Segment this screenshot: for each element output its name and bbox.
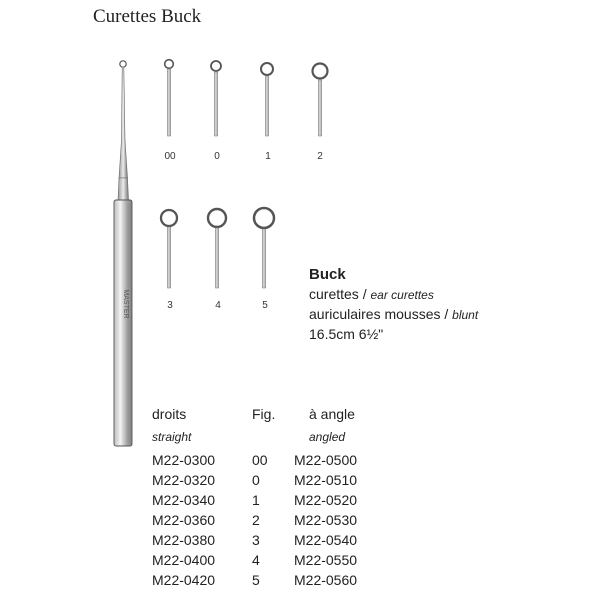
product-name: Buck — [309, 266, 346, 283]
subheader-straight: straight — [152, 430, 192, 444]
separator: / — [444, 306, 449, 322]
angled-code: M22-0500 — [294, 452, 358, 468]
curette-tip-3 — [161, 210, 177, 288]
straight-code: M22-0300 — [152, 452, 216, 468]
fig-number: 4 — [252, 552, 260, 568]
straight-code: M22-0400 — [152, 552, 216, 568]
fig-label-0: 0 — [214, 151, 220, 162]
straight-code: M22-0340 — [152, 492, 216, 508]
curette-tip-5 — [254, 208, 274, 288]
angled-code: M22-0520 — [294, 492, 358, 508]
product-tip-fr: auriculaires mousses — [309, 306, 441, 322]
fig-label-1: 1 — [265, 151, 271, 162]
page-title: Curettes Buck — [93, 6, 202, 27]
product-type-en: ear curettes — [370, 288, 434, 302]
straight-code: M22-0320 — [152, 472, 216, 488]
header-straight: droits — [152, 406, 187, 422]
curette-tip-1 — [261, 63, 273, 136]
fig-number: 3 — [252, 532, 260, 548]
angled-code: M22-0530 — [294, 512, 358, 528]
header-fig: Fig. — [252, 406, 276, 422]
fig-number: 0 — [252, 472, 260, 488]
subheader-angled: angled — [309, 430, 346, 444]
fig-number: 1 — [252, 492, 260, 508]
angled-code: M22-0540 — [294, 532, 358, 548]
full-curette-drawing — [114, 61, 132, 446]
fig-number: 00 — [252, 452, 268, 468]
separator: / — [362, 286, 367, 302]
fig-number: 5 — [252, 572, 260, 588]
product-size: 16.5cm 6½" — [309, 326, 384, 342]
curette-tip-4 — [208, 209, 226, 288]
angled-code: M22-0510 — [294, 472, 358, 488]
angled-code: M22-0550 — [294, 552, 358, 568]
fig-number: 2 — [252, 512, 260, 528]
product-type-fr: curettes — [309, 286, 359, 302]
product-description — [309, 265, 478, 344]
angled-code: M22-0560 — [294, 572, 358, 588]
fig-label-5: 5 — [262, 300, 268, 311]
straight-code: M22-0420 — [152, 572, 216, 588]
fig-label-00: 00 — [164, 151, 176, 162]
straight-code: M22-0380 — [152, 532, 216, 548]
product-tip-en: blunt — [452, 308, 479, 322]
curette-tip-0 — [211, 61, 221, 136]
handle-engraving: MASTER — [122, 289, 129, 319]
fig-label-4: 4 — [215, 300, 221, 311]
product-line-1 — [309, 285, 478, 305]
product-line-2 — [309, 305, 478, 325]
curette-tip-2 — [313, 64, 328, 137]
straight-code: M22-0360 — [152, 512, 216, 528]
header-angled: à angle — [309, 406, 355, 422]
fig-label-3: 3 — [167, 300, 173, 311]
curette-tip-00 — [165, 60, 174, 136]
fig-label-2: 2 — [317, 151, 323, 162]
